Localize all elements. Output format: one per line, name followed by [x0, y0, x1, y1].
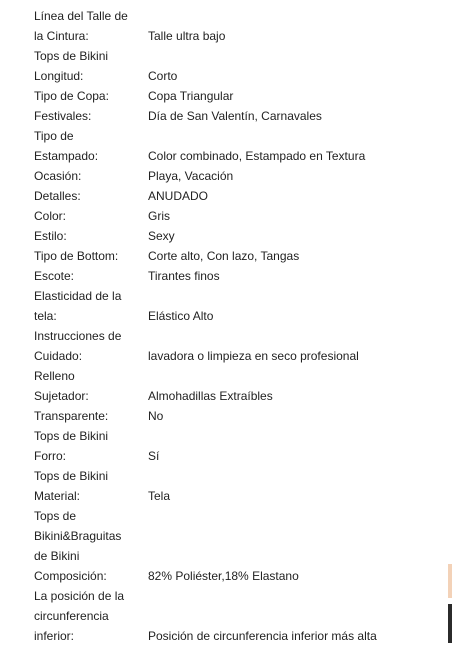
spec-label — [34, 426, 148, 466]
spec-value: Color combinado, Estampado en Textura — [148, 149, 366, 163]
spec-row — [34, 106, 434, 126]
spec-label-line: tela: — [34, 309, 57, 323]
spec-value: Día de San Valentín, Carnavales — [148, 109, 322, 123]
spec-value: Corto — [148, 69, 178, 83]
spec-label-line: Relleno — [34, 369, 75, 383]
spec-label — [34, 46, 148, 86]
spec-value: ANUDADO — [148, 189, 209, 203]
spec-label-line: circunferencia — [34, 609, 109, 623]
edge-dark-strip — [448, 604, 452, 643]
spec-label-line: Detalles: — [34, 189, 81, 203]
spec-value: Tela — [148, 489, 171, 503]
spec-label — [34, 406, 148, 426]
spec-label — [34, 206, 148, 226]
spec-label-line: Tipo de Copa: — [34, 89, 109, 103]
spec-label-line: de Bikini — [34, 549, 80, 563]
spec-label — [34, 166, 148, 186]
spec-row — [34, 286, 434, 326]
spec-label-line: Tops de Bikini — [34, 469, 109, 483]
spec-label-line: Tops de Bikini — [34, 429, 109, 443]
spec-label-line: Tipo de — [34, 129, 74, 143]
spec-row — [34, 6, 434, 46]
spec-value: 82% Poliéster,18% Elastano — [148, 569, 299, 583]
spec-value: lavadora o limpieza en seco profesional — [148, 349, 359, 363]
spec-label-line: Composición: — [34, 569, 107, 583]
spec-value: Copa Triangular — [148, 89, 234, 103]
spec-label — [34, 186, 148, 206]
spec-label-line: la Cintura: — [34, 29, 89, 43]
spec-label — [34, 86, 148, 106]
spec-label-line: Forro: — [34, 449, 67, 463]
spec-label-line: inferior: — [34, 629, 75, 643]
spec-row — [34, 266, 434, 286]
spec-row — [34, 586, 434, 646]
spec-label-line: Transparente: — [34, 409, 109, 423]
spec-label — [34, 506, 148, 586]
spec-label-line: Festivales: — [34, 109, 92, 123]
spec-label — [34, 6, 148, 46]
spec-row — [34, 466, 434, 506]
spec-value: Sí — [148, 449, 160, 463]
spec-label — [34, 366, 148, 406]
spec-label-line: Instrucciones de — [34, 329, 122, 343]
spec-label-line: Escote: — [34, 269, 75, 283]
spec-row — [34, 206, 434, 226]
spec-label-line: Línea del Talle de — [34, 9, 128, 23]
spec-label-line: Bikini&Braguitas — [34, 529, 122, 543]
spec-label-line: Ocasión: — [34, 169, 82, 183]
spec-label-line: Material: — [34, 489, 81, 503]
spec-value: Gris — [148, 209, 170, 223]
spec-value: Tirantes finos — [148, 269, 220, 283]
spec-label-line: La posición de la — [34, 589, 125, 603]
spec-label — [34, 226, 148, 246]
spec-label — [34, 326, 148, 366]
edge-accent-strip — [448, 564, 452, 598]
spec-value: Playa, Vacación — [148, 169, 234, 183]
spec-label-line: Color: — [34, 209, 67, 223]
spec-row — [34, 186, 434, 206]
spec-label-line: Tops de Bikini — [34, 49, 109, 63]
spec-value: Elástico Alto — [148, 309, 214, 323]
spec-label-line: Longitud: — [34, 69, 84, 83]
spec-row — [34, 406, 434, 426]
spec-row — [34, 86, 434, 106]
spec-value: Almohadillas Extraíbles — [148, 389, 273, 403]
spec-row — [34, 246, 434, 266]
spec-label-line: Tipo de Bottom: — [34, 249, 119, 263]
spec-row — [34, 326, 434, 366]
spec-value: Sexy — [148, 229, 175, 243]
spec-label — [34, 126, 148, 166]
spec-label-line: Estilo: — [34, 229, 67, 243]
spec-label-line: Estampado: — [34, 149, 99, 163]
spec-label — [34, 246, 148, 266]
spec-label-line: Sujetador: — [34, 389, 89, 403]
spec-label-line: Elasticidad de la — [34, 289, 122, 303]
spec-label — [34, 466, 148, 506]
spec-row — [34, 426, 434, 466]
spec-row — [34, 506, 434, 586]
spec-row — [34, 126, 434, 166]
spec-row — [34, 226, 434, 246]
spec-label — [34, 106, 148, 126]
spec-row — [34, 366, 434, 406]
spec-label — [34, 286, 148, 326]
spec-row — [34, 166, 434, 186]
product-specs-list — [34, 6, 434, 646]
spec-label — [34, 266, 148, 286]
spec-value: No — [148, 409, 164, 423]
spec-label-line: Tops de — [34, 509, 77, 523]
spec-label-line: Cuidado: — [34, 349, 83, 363]
spec-label — [34, 586, 148, 646]
spec-value: Corte alto, Con lazo, Tangas — [148, 249, 300, 263]
spec-row — [34, 46, 434, 86]
spec-value: Posición de circunferencia inferior más alta — [148, 629, 377, 643]
spec-value: Talle ultra bajo — [148, 29, 226, 43]
